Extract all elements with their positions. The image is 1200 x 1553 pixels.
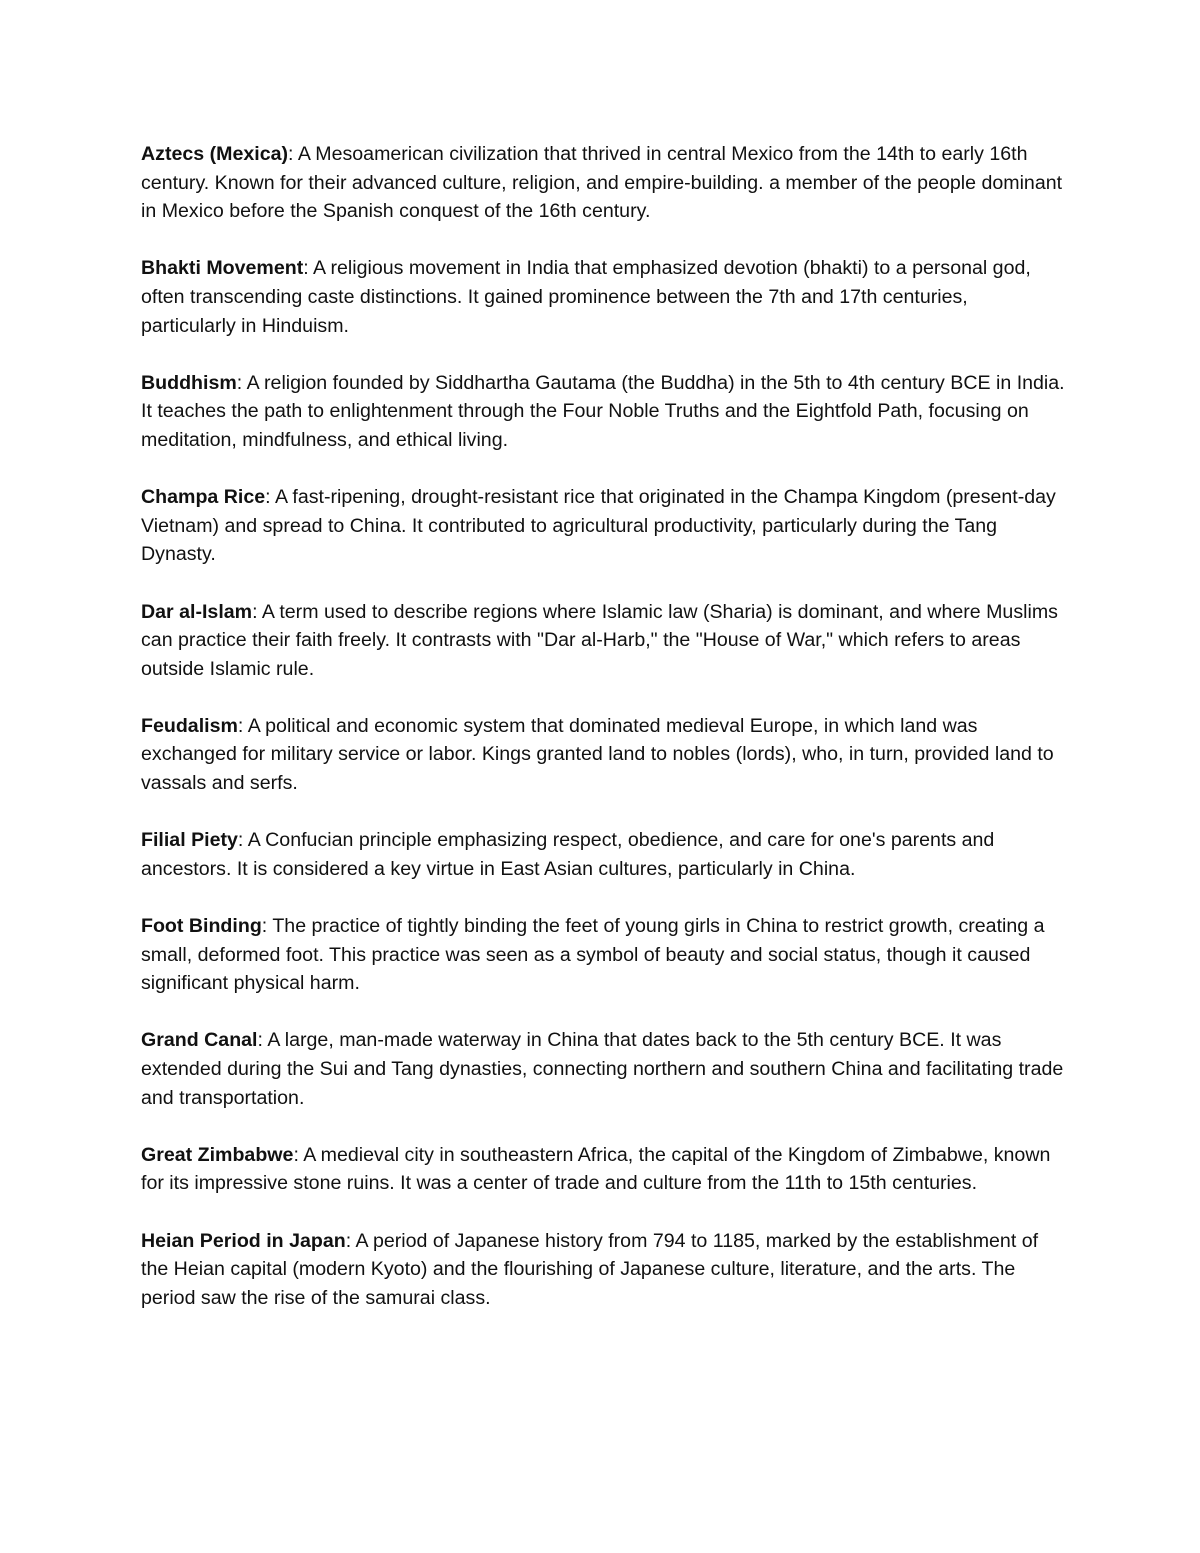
definition-great-zimbabwe: : A medieval city in southeastern Africa, the capital of the Kingdom of Zimbabwe, known for its impressive stone ruins. It was a center of trade and culture from the 11th to 15th centuries.: [141, 1143, 1051, 1195]
term-aztecs: Aztecs (Mexica): [141, 143, 289, 165]
glossary-entry-buddhism: [141, 369, 1066, 455]
definition-filial-piety: : A Confucian principle emphasizing respect, obedience, and care for one's parents and ancestors. It is considered a key virtue in East Asian cultures, particularly in China.: [141, 829, 995, 880]
glossary-body: [141, 140, 1066, 1341]
definition-bhakti-movement: : A religious movement in India that emphasized devotion (bhakti) to a personal god, often transcending caste distinctions. It gained prominence between the 7th and 17th centuries, particularly in Hinduism.: [141, 257, 1031, 337]
glossary-entry-grand-canal: [141, 1026, 1066, 1112]
glossary-entry-champa-rice: [141, 483, 1066, 569]
glossary-entry-dar-al-islam: [141, 598, 1066, 684]
definition-grand-canal: : A large, man-made waterway in China that dates back to the 5th century BCE. It was extended during the Sui and Tang dynasties, connecting northern and southern China and facilitating trade and transportation.: [141, 1029, 1064, 1109]
glossary-entry-great-zimbabwe: [141, 1141, 1066, 1198]
definition-feudalism: : A political and economic system that dominated medieval Europe, in which land was exchanged for military service or labor. Kings granted land to nobles (lords), who, in turn, provided land to vassals and serfs.: [141, 714, 1054, 795]
definition-foot-binding: : The practice of tightly binding the feet of young girls in China to restrict growth, creating a small, deformed foot. This practice was seen as a symbol of beauty and social status, though it caused significant physical harm.: [141, 915, 1045, 995]
term-grand-canal: Grand Canal: [141, 1029, 258, 1052]
glossary-entry-bhakti-movement: [141, 254, 1066, 340]
term-buddhism: Buddhism: [141, 371, 237, 394]
term-filial-piety: Filial Piety: [141, 829, 238, 852]
definition-aztecs: : A Mesoamerican civilization that thrived in central Mexico from the 14th to early 16th century. Known for their advanced culture, religion, and empire-building. a member of the people dominant in Mexico before the Spanish conquest of the 16th century.: [141, 143, 1063, 223]
glossary-entry-aztecs: [141, 140, 1066, 226]
term-great-zimbabwe: Great Zimbabwe: [141, 1143, 294, 1166]
term-foot-binding: Foot Binding: [141, 915, 262, 938]
term-champa-rice: Champa Rice: [141, 486, 266, 509]
glossary-entry-filial-piety: [141, 826, 1066, 883]
definition-buddhism: : A religion founded by Siddhartha Gautama (the Buddha) in the 5th to 4th century BCE in India. It teaches the path to enlightenment through the Four Noble Truths and the Eightfold Path, focusing on meditation, mindfulness, and ethical living.: [141, 371, 1065, 451]
definition-dar-al-islam: : A term used to describe regions where Islamic law (Sharia) is dominant, and where Muslims can practice their faith freely. It contrasts with "Dar al-Harb," the "House of War," which refers to areas outside Islamic rule.: [141, 600, 1058, 680]
definition-heian-period: : A period of Japanese history from 794 to 1185, marked by the establishment of the Heian capital (modern Kyoto) and the flourishing of Japanese culture, literature, and the arts. The period saw the rise of the samurai class.: [141, 1229, 1039, 1309]
glossary-entry-heian-period: [141, 1227, 1066, 1313]
term-heian-period: Heian Period in Japan: [141, 1229, 346, 1252]
definition-champa-rice: : A fast-ripening, drought-resistant rice that originated in the Champa Kingdom (present-day Vietnam) and spread to China. It contributed to agricultural productivity, particularly during the Tang Dynasty.: [141, 486, 1056, 566]
glossary-entry-foot-binding: [141, 912, 1066, 998]
term-feudalism: Feudalism: [141, 714, 238, 737]
term-dar-al-islam: Dar al-Islam: [141, 600, 253, 623]
term-bhakti-movement: Bhakti Movement: [141, 257, 304, 280]
glossary-entry-feudalism: [141, 712, 1066, 798]
